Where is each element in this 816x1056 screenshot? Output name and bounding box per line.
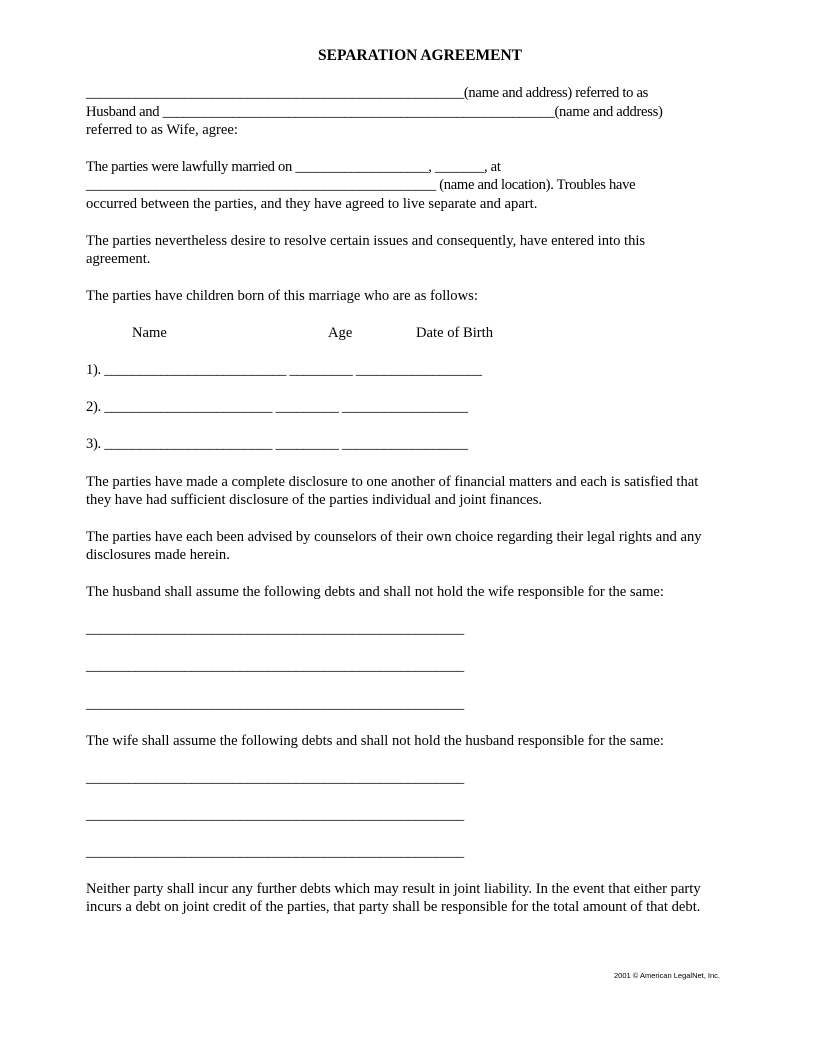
husband-debt-line-2: ______________________________________________________ <box>86 658 464 674</box>
parties-line-1: ______________________________________________________(name and address) referred to as <box>86 85 649 101</box>
disclosure-line-1: The parties have made a complete disclosure to one another of financial matters and each is satisfied that <box>86 474 699 490</box>
children-intro: The parties have children born of this marriage who are as follows: <box>86 288 478 304</box>
wife-debts-text: The wife shall assume the following debts and shall not hold the husband responsible for the same: <box>86 733 664 749</box>
husband-debts-text: The husband shall assume the following debts and shall not hold the wife responsible for the same: <box>86 584 664 600</box>
further-debts-line-1: Neither party shall incur any further debts which may result in joint liability. In the event that either party <box>86 881 701 897</box>
column-header-age: Age <box>328 325 353 341</box>
disclosure-line-2: they have had sufficient disclosure of the parties individual and joint finances. <box>86 492 543 508</box>
husband-debt-line-1: ______________________________________________________ <box>86 621 464 637</box>
parties-line-2: Husband and ________________________________________________________(name and address) <box>86 104 663 120</box>
wife-debt-line-3: ______________________________________________________ <box>86 844 464 860</box>
husband-debt-line-3: ______________________________________________________ <box>86 696 464 712</box>
child-row-3: 3). ________________________ _________ __________________ <box>86 436 468 452</box>
wife-debt-line-1: ______________________________________________________ <box>86 770 464 786</box>
wife-debt-line-2: ______________________________________________________ <box>86 807 464 823</box>
copyright-footer: 2001 © American LegalNet, Inc. <box>614 971 721 980</box>
resolve-line-1: The parties nevertheless desire to resolve certain issues and consequently, have entered into this <box>86 233 646 249</box>
child-row-2: 2). ________________________ _________ __________________ <box>86 399 468 415</box>
marriage-line-2: __________________________________________________ (name and location). Troubles have <box>86 177 636 193</box>
marriage-line-3: occurred between the parties, and they have agreed to live separate and apart. <box>86 196 538 212</box>
counsel-line-1: The parties have each been advised by counselors of their own choice regarding their legal rights and any <box>86 529 702 545</box>
further-debts-line-2: incurs a debt on joint credit of the parties, that party shall be responsible for the total amount of that debt. <box>86 899 701 915</box>
counsel-line-2: disclosures made herein. <box>86 547 230 563</box>
page-title: SEPARATION AGREEMENT <box>318 47 522 64</box>
column-header-name: Name <box>132 325 167 341</box>
marriage-line-1: The parties were lawfully married on ___________________, _______, at <box>86 159 501 175</box>
resolve-line-2: agreement. <box>86 251 151 267</box>
parties-line-3: referred to as Wife, agree: <box>86 122 238 138</box>
child-row-1: 1). __________________________ _________ __________________ <box>86 362 482 378</box>
column-header-dob: Date of Birth <box>416 325 494 341</box>
